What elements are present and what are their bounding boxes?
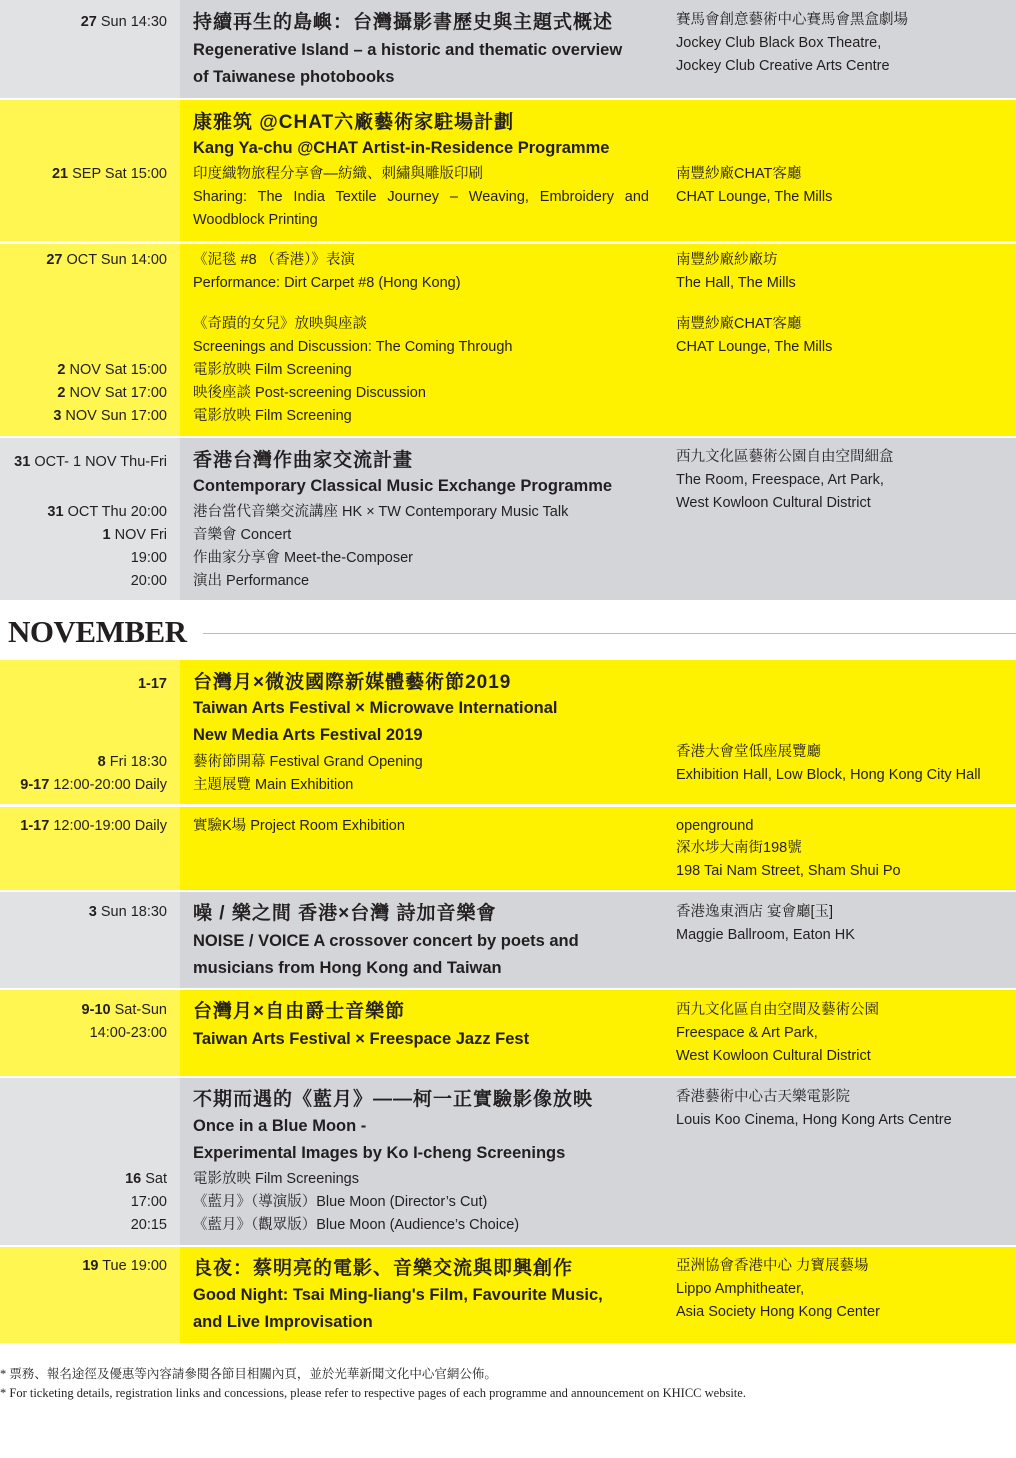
session-line: 印度織物旅程分享會—紡織、刺繡與雕版印刷 bbox=[193, 166, 483, 182]
event-venue: 亞洲協會香港中心 力寶展藝場 bbox=[676, 1258, 869, 1274]
session-line: 演出 Performance bbox=[193, 573, 310, 589]
session-line: Woodblock Printing bbox=[193, 212, 318, 228]
event-date: 3 Sun 18:30 bbox=[88, 904, 167, 920]
event-date: 27 OCT Sun 14:00 bbox=[46, 252, 167, 268]
event-date: 20:00 bbox=[130, 573, 167, 589]
event-title-zh: 康雅筑 @CHAT六廠藝術家駐場計劃 bbox=[193, 112, 515, 133]
event-venue: CHAT Lounge, The Mills bbox=[676, 339, 833, 355]
event-venue: The Hall, The Mills bbox=[676, 275, 796, 291]
event-date: 20:15 bbox=[130, 1217, 167, 1233]
session-line: 藝術節開幕 Festival Grand Opening bbox=[193, 754, 423, 770]
event-venue: West Kowloon Cultural District bbox=[676, 1048, 871, 1064]
event-title-en: Experimental Images by Ko I-cheng Screenings bbox=[193, 1144, 566, 1162]
event-title-en: Regenerative Island – a historic and thematic overview bbox=[193, 41, 623, 59]
event-title-en: NOISE / VOICE A crossover concert by poets and bbox=[193, 932, 579, 950]
event-venue: Louis Koo Cinema, Hong Kong Arts Centre bbox=[676, 1112, 952, 1128]
event-date: 16 Sat bbox=[125, 1171, 167, 1187]
footnote-zh: * 票務、報名途徑及優惠等內容請參閱各節目相關內頁，並於光華新聞文化中心官網公佈。 bbox=[0, 1367, 497, 1381]
event-title-en: Kang Ya-chu @CHAT Artist-in-Residence Programme bbox=[193, 139, 610, 157]
session-line: 《奇蹟的女兒》放映與座談 bbox=[193, 316, 367, 332]
event-block-good-night bbox=[0, 1247, 1016, 1343]
event-venue: West Kowloon Cultural District bbox=[676, 495, 871, 511]
event-venue: 深水埗大南街198號 bbox=[676, 840, 802, 856]
event-venue: Jockey Club Black Box Theatre, bbox=[676, 35, 882, 51]
event-title-en: Good Night: Tsai Ming-liang's Film, Favourite Music, bbox=[193, 1286, 603, 1304]
event-title-en: Once in a Blue Moon - bbox=[193, 1117, 367, 1135]
event-title-en: Taiwan Arts Festival × Freespace Jazz Fest bbox=[193, 1030, 530, 1048]
event-date: 2 NOV Sat 17:00 bbox=[57, 385, 167, 401]
event-venue: openground bbox=[676, 818, 754, 834]
event-date: 9-17 12:00-20:00 Daily bbox=[20, 777, 167, 793]
event-venue: 香港藝術中心古天樂電影院 bbox=[676, 1089, 850, 1105]
event-venue: Lippo Amphitheater, bbox=[676, 1281, 805, 1297]
event-block-jazz-fest bbox=[0, 990, 1016, 1076]
event-date: 31 OCT Thu 20:00 bbox=[47, 504, 167, 520]
event-venue: Jockey Club Creative Arts Centre bbox=[676, 58, 890, 74]
event-venue: Exhibition Hall, Low Block, Hong Kong City Hall bbox=[676, 767, 981, 783]
event-date: 3 NOV Sun 17:00 bbox=[53, 408, 167, 424]
event-date: 8 Fri 18:30 bbox=[97, 754, 167, 770]
event-date: 21 SEP Sat 15:00 bbox=[51, 166, 167, 182]
event-date: 2 NOV Sat 15:00 bbox=[57, 362, 167, 378]
session-line: 電影放映 Film Screenings bbox=[193, 1171, 359, 1187]
session-line: 主題展覽 Main Exhibition bbox=[193, 777, 354, 793]
event-venue: 南豐紗廠紗廠坊 bbox=[676, 252, 778, 268]
month-heading: NOVEMBER bbox=[8, 614, 187, 649]
footnote-en: * For ticketing details, registration links and concessions, please refer to respective pages of each programme and announcement on KHICC website. bbox=[0, 1386, 746, 1400]
session-line: 《泥毯 #8 （香港）》表演 bbox=[193, 252, 355, 268]
event-date: 1-17 bbox=[137, 676, 167, 692]
event-date: 14:00-23:00 bbox=[89, 1025, 167, 1041]
session-line: 港台當代音樂交流講座 HK × TW Contemporary Music Talk bbox=[193, 504, 569, 520]
event-venue: 西九文化區藝術公園自由空間細盒 bbox=[676, 449, 894, 465]
event-title-zh: 香港台灣作曲家交流計畫 bbox=[193, 450, 414, 471]
event-block-kang-ya-chu bbox=[0, 100, 1016, 436]
event-title-en: of Taiwanese photobooks bbox=[193, 68, 395, 86]
event-venue: Freespace & Art Park, bbox=[676, 1025, 818, 1041]
event-venue: The Room, Freespace, Art Park, bbox=[676, 472, 884, 488]
event-block-noise-voice bbox=[0, 892, 1016, 988]
event-block-microwave-festival bbox=[0, 660, 1016, 890]
event-date: 27 Sun 14:30 bbox=[80, 14, 167, 30]
event-title-zh: 不期而遇的《藍月》——柯一正實驗影像放映 bbox=[193, 1089, 594, 1110]
event-title-zh: 噪 / 樂之間 香港×台灣 詩加音樂會 bbox=[193, 903, 497, 924]
event-date: 9-10 Sat-Sun bbox=[81, 1002, 167, 1018]
event-title-en: and Live Improvisation bbox=[193, 1313, 373, 1331]
session-line: 作曲家分享會 Meet-the-Composer bbox=[193, 550, 413, 566]
session-line: 音樂會 Concert bbox=[193, 527, 292, 543]
event-block-photobooks bbox=[0, 0, 1016, 98]
event-date: 31 OCT- 1 NOV Thu-Fri bbox=[14, 454, 167, 470]
event-venue: 香港逸東酒店 宴會廳[玉] bbox=[676, 904, 834, 920]
event-date: 17:00 bbox=[130, 1194, 167, 1210]
session-line: 《藍月》（觀眾版）Blue Moon (Audience’s Choice) bbox=[193, 1217, 520, 1233]
session-line: Performance: Dirt Carpet #8 (Hong Kong) bbox=[193, 275, 461, 291]
session-line: 電影放映 Film Screening bbox=[193, 408, 352, 424]
event-venue: CHAT Lounge, The Mills bbox=[676, 189, 833, 205]
event-venue: Maggie Ballroom, Eaton HK bbox=[676, 927, 855, 943]
session-line: Screenings and Discussion: The Coming Through bbox=[193, 339, 513, 355]
event-venue: 南豐紗廠CHAT客廳 bbox=[676, 316, 802, 332]
event-venue: 賽馬會創意藝術中心賽馬會黑盒劇場 bbox=[676, 12, 908, 28]
event-date: 19 Tue 19:00 bbox=[82, 1258, 167, 1274]
event-title-en: Contemporary Classical Music Exchange Programme bbox=[193, 477, 613, 495]
session-line: 映後座談 Post-screening Discussion bbox=[193, 385, 426, 401]
event-venue: 香港大會堂低座展覽廳 bbox=[676, 744, 821, 760]
event-venue: Asia Society Hong Kong Center bbox=[676, 1304, 880, 1320]
event-block-music-exchange bbox=[0, 438, 1016, 600]
month-heading-rule bbox=[203, 633, 1016, 634]
event-title-zh: 台灣月×自由爵士音樂節 bbox=[193, 1001, 406, 1022]
event-title-en: New Media Arts Festival 2019 bbox=[193, 726, 423, 744]
session-line: 實驗K場 Project Room Exhibition bbox=[193, 818, 405, 834]
session-line: 《藍月》（導演版）Blue Moon (Director’s Cut) bbox=[193, 1194, 488, 1210]
event-date: 1-17 12:00-19:00 Daily bbox=[20, 818, 167, 834]
event-title-en: Taiwan Arts Festival × Microwave International bbox=[193, 699, 558, 717]
event-venue: 南豐紗廠CHAT客廳 bbox=[676, 166, 802, 182]
event-title-zh: 持續再生的島嶼：台灣攝影書歷史與主題式概述 bbox=[193, 12, 614, 33]
event-title-en: musicians from Hong Kong and Taiwan bbox=[193, 959, 502, 977]
session-line: 電影放映 Film Screening bbox=[193, 362, 352, 378]
event-block-blue-moon bbox=[0, 1078, 1016, 1245]
event-date: 1 NOV Fri bbox=[102, 527, 167, 543]
event-venue: 198 Tai Nam Street, Sham Shui Po bbox=[676, 863, 901, 879]
event-date: 19:00 bbox=[130, 550, 167, 566]
event-title-zh: 台灣月×微波國際新媒體藝術節2019 bbox=[193, 672, 512, 693]
session-line: Sharing: The India Textile Journey – Weaving, Embroidery and bbox=[193, 189, 649, 205]
event-title-zh: 良夜：蔡明亮的電影、音樂交流與即興創作 bbox=[193, 1258, 574, 1279]
event-venue: 西九文化區自由空間及藝術公園 bbox=[676, 1002, 879, 1018]
